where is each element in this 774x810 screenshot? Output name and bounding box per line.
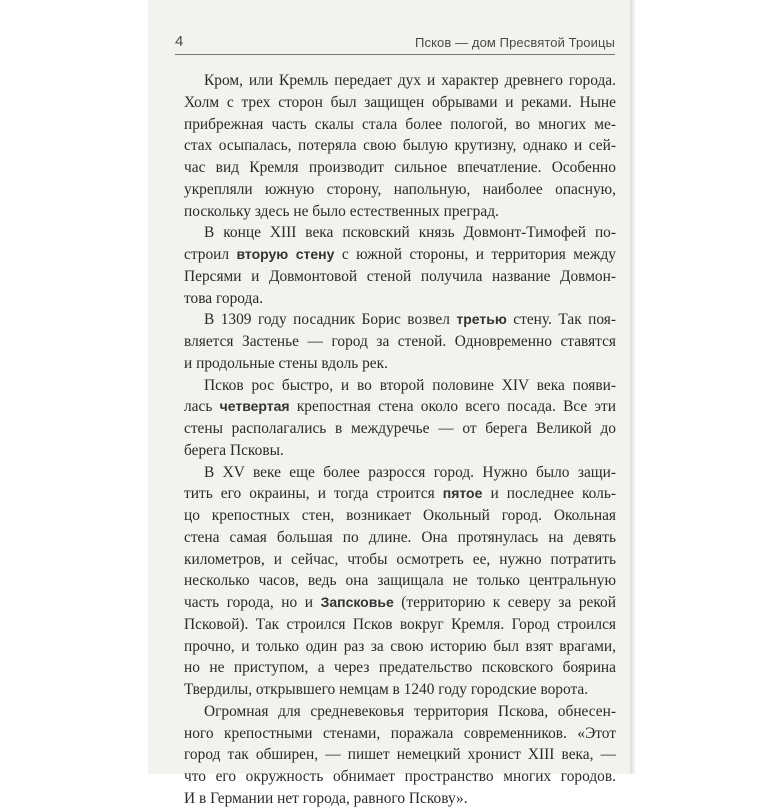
text-line: [184, 766, 616, 788]
text-run: несколько часов, ведь она защищала не только центральную: [184, 572, 616, 590]
text-line: [184, 636, 616, 658]
text-run: и продольные стены вдоль рек.: [184, 354, 388, 372]
text-line: [184, 549, 616, 571]
text-line: [184, 592, 616, 614]
text-run: Псковой). Так строился Псков вокруг Кремля. Город строился: [184, 615, 616, 633]
text-run: крепостная стена около всего посада. Все эти: [289, 398, 616, 416]
text-run: город так обширен, — пишет немецкий хронист XIII века, —: [184, 746, 616, 764]
text-run: Кром, или Кремль передает дух и характер древнего города.: [204, 72, 616, 89]
text-run: час вид Кремля производит сильное впечатление. Особенно: [184, 159, 616, 176]
text-run: что его окружность обнимает пространство многих городов.: [184, 768, 616, 785]
text-line: [184, 331, 616, 353]
text-line: [184, 462, 616, 484]
text-line: [184, 505, 616, 527]
text-line: [184, 179, 616, 201]
text-run: Твердилы, открывшего немцам в 1240 году городские ворота.: [184, 681, 589, 698]
text-run: стена самая большая по длине. Она протянулась на девять: [184, 528, 616, 546]
text-line: [184, 527, 616, 549]
text-run: това города.: [184, 289, 264, 307]
text-line: [184, 788, 616, 810]
text-run: лась: [184, 398, 220, 416]
text-run: поскольку здесь не было естественных преград.: [184, 202, 499, 220]
text-run: прибрежная часть скалы стала более пологой, во многих ме-: [184, 115, 616, 133]
text-line: [184, 244, 616, 266]
text-line: [184, 723, 616, 745]
text-line: [184, 418, 616, 440]
paragraph: [184, 309, 616, 374]
text-line: [184, 266, 616, 288]
text-run: стах осыпалась, потеряла свою былую крутизну, однако и сей-: [184, 137, 616, 155]
text-run: В XV веке еще более разросся город. Нужно было защи-: [204, 463, 616, 481]
highlighted-term: вторую стену: [236, 246, 335, 262]
text-run: Персями и Довмонтовой стеной получила название Довмон-: [184, 267, 616, 285]
highlighted-term: третью: [456, 311, 507, 328]
page-header: [175, 29, 615, 55]
paragraph: [184, 70, 616, 222]
text-line: [184, 309, 616, 331]
text-run: строил: [184, 246, 237, 263]
text-line: [184, 679, 616, 701]
text-run: вляется Застенье — город за стеной. Одновременно ставятся: [184, 333, 616, 350]
text-line: [184, 353, 616, 375]
text-run: Холм с трех сторон был защищен обрывами и реками. Ныне: [184, 93, 616, 111]
text-run: стену. Так поя-: [506, 311, 616, 329]
header-rule: [175, 54, 615, 55]
text-line: [184, 483, 616, 505]
text-run: километров, и сейчас, чтобы осмотреть ее, нужно потратить: [184, 550, 616, 568]
text-run: и последнее коль-: [482, 485, 617, 503]
text-run: ного крепостными стенами, поражала современников. «Этот: [184, 724, 616, 742]
text-run: Огромная для средневековья территория Пскова, обнесен-: [204, 702, 616, 720]
text-line: [184, 396, 616, 418]
paragraph: [184, 222, 616, 309]
text-line: [184, 70, 616, 92]
text-line: [184, 157, 616, 179]
running-title: Псков — дом Пресвятой Троицы: [415, 35, 615, 50]
paragraph: [184, 375, 616, 462]
text-run: цо крепостных стен, возникает Окольный город. Окольная: [184, 507, 616, 524]
text-run: часть города, но и: [184, 594, 321, 611]
text-run: с южной стороны, и территория между: [334, 246, 616, 263]
text-run: но не приступом, а через предательство псковского боярина: [184, 659, 616, 677]
text-line: [184, 657, 616, 679]
text-run: В конце XIII века псковский князь Довмонт-Тимофей по-: [204, 224, 616, 242]
text-run: укрепляли южную сторону, напольную, наиболее опасную,: [184, 180, 616, 198]
text-line: [184, 201, 616, 223]
paragraph: [184, 701, 616, 810]
text-run: стены располагались в междуречье — от берега Великой до: [184, 420, 616, 437]
text-line: [184, 701, 616, 723]
text-run: И в Германии нет города, равного Пскову».: [184, 789, 468, 807]
text-run: (территорию к северу за рекой: [393, 594, 616, 611]
highlighted-term: пятое: [442, 485, 483, 502]
text-line: [184, 288, 616, 310]
text-line: [184, 114, 616, 136]
body-text: [184, 70, 616, 810]
highlighted-term: Запсковье: [320, 594, 394, 610]
text-line: [184, 570, 616, 592]
text-run: тить его окраины, и тогда строится: [184, 485, 443, 503]
text-run: В 1309 году посадник Борис возвел: [204, 311, 457, 329]
paragraph: [184, 462, 616, 701]
page-edge-shadow: [630, 0, 636, 774]
text-line: [184, 375, 616, 397]
text-line: [184, 614, 616, 636]
highlighted-term: четвертая: [219, 398, 290, 415]
text-line: [184, 440, 616, 462]
text-line: [184, 92, 616, 114]
text-line: [184, 135, 616, 157]
text-run: прочно, и только один раз за свою историю был взят врагами,: [184, 637, 616, 655]
text-line: [184, 222, 616, 244]
text-run: берега Псковы.: [184, 441, 284, 459]
text-run: Псков рос быстро, и во второй половине XIV века появи-: [204, 376, 616, 394]
text-line: [184, 744, 616, 766]
page-number: 4: [175, 33, 184, 50]
